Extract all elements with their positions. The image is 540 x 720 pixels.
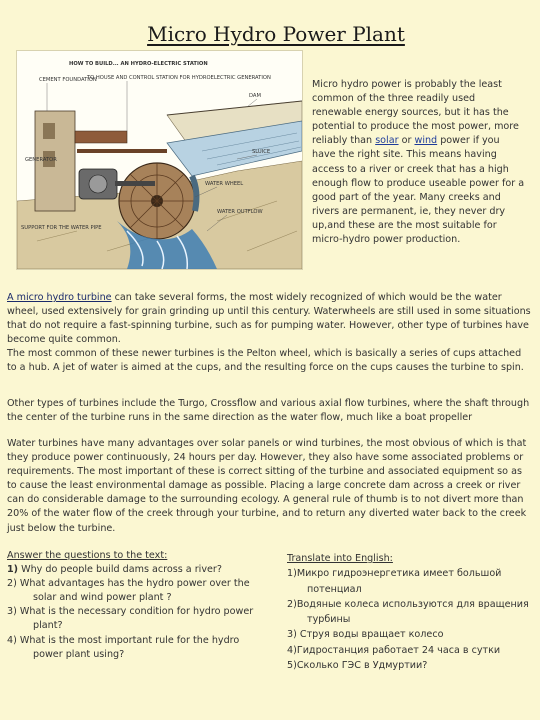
- question-text-cont: solar and wind power plant ?: [33, 592, 172, 604]
- label-dam: DAM: [249, 93, 261, 99]
- intro-text-or: or: [398, 135, 415, 147]
- translate-text: 2)Водяные колеса используются для вращения: [287, 598, 529, 610]
- question-number: 3): [7, 606, 17, 618]
- intro-paragraph: [312, 78, 526, 247]
- translate-header: Translate into English:: [287, 553, 393, 564]
- label-sluice: SLUICE: [252, 149, 271, 155]
- pelton-text: The most common of these newer turbines is the Pelton wheel, which is basically a series of cups attached to a hub. A jet of water is aimed at the cups, and the resulting force on the cups causes the turbine to spin.: [7, 348, 524, 374]
- translate-section: [287, 551, 532, 673]
- label-cement-foundation: CEMENT FOUNDATION: [39, 77, 97, 83]
- question-number: 2): [7, 578, 17, 590]
- solar-link[interactable]: solar: [375, 135, 399, 147]
- label-generator: GENERATOR: [25, 157, 57, 163]
- question-text-cont: plant?: [33, 620, 63, 632]
- label-outflow: WATER OUTFLOW: [217, 209, 263, 215]
- question-number: 4): [7, 634, 17, 646]
- other-turbines-paragraph: Other types of turbines include the Turgo, Crossflow and various axial flow turbines, where the shaft through the center of the turbine runs in the same direction as the water flow, much like a boat propeller: [7, 398, 530, 424]
- hydro-station-illustration: [16, 50, 303, 270]
- question-text: What advantages has the hydro power over the: [16, 578, 250, 590]
- translate-text-cont: турбины: [307, 614, 351, 626]
- question-item: [7, 634, 272, 662]
- question-item: [7, 563, 272, 577]
- advantages-paragraph: Water turbines have many advantages over solar panels or wind turbines, the most obvious of which is that they produce power continuously, 24 hours per day. However, they also have some associated problems or requirements. The most important of these is correct sitting of the turbine and associated equipment so as to cause the least environmental damage as possible. Placing a large concrete dam across a creek or river can do considerable damage to the surrounding ecology. A general rule of thumb is to not divert more than 20% of the water flow of the creek through your turbine, and to return any diverted water back to the creek just below the turbine.: [7, 438, 527, 534]
- label-piping: TO HOUSE AND CONTROL STATION FOR HYDROELECTRIC GENERATION: [87, 75, 271, 81]
- intro-text-2: power if you have the right site. This means having access to a river or creek that has a high enough flow to produce useable power for a good part of the year. Many creeks and rivers are permanent, ie, they never dry up,and these are the most suitable for micro-hydro power production.: [312, 135, 525, 246]
- turbine-paragraph: [7, 291, 531, 376]
- translate-item: [287, 566, 532, 597]
- question-text: What is the most important rule for the hydro: [16, 634, 240, 646]
- translate-text: 1)Микро гидроэнергетика имеет большой: [287, 568, 502, 580]
- translate-text: 5)Сколько ГЭС в Удмуртии?: [287, 660, 428, 672]
- translate-item: [287, 597, 532, 628]
- micro-hydro-turbine-link[interactable]: A micro hydro turbine: [7, 292, 112, 303]
- translate-text: 3) Струя воды вращает колесо: [287, 629, 444, 641]
- label-pipe-support: SUPPORT FOR THE WATER PIPE: [21, 225, 102, 231]
- question-item: [7, 577, 272, 605]
- translate-text: 4)Гидростанция работает 24 часа в сутки: [287, 644, 501, 656]
- question-number: 1): [7, 564, 19, 576]
- translate-text-cont: потенциал: [307, 583, 362, 595]
- intro-text-1: Micro hydro power is probably the least common of the three readily used renewable energy sources, but it has the potential to produce the most power, more reliably than: [312, 79, 519, 147]
- question-item: [7, 605, 272, 633]
- question-text-cont: power plant using?: [33, 648, 125, 660]
- translate-item: [287, 627, 532, 642]
- translate-item: [287, 643, 532, 658]
- question-text: Why do people build dams across a river?: [18, 564, 222, 576]
- questions-section: [7, 549, 272, 662]
- questions-header: Answer the questions to the text:: [7, 550, 168, 561]
- turbine-text-a: can take several forms, the most widely recognized of which would be the water wheel, used extensively for grain grinding up until this century. Waterwheels are still used in some situations that do not require a fast-spinning turbine, such as for pumping water. However, other type of turbines have become quite common.: [7, 292, 531, 346]
- page-title: Micro Hydro Power Plant: [147, 22, 405, 46]
- illustration-drawing: [17, 51, 302, 269]
- translate-item: [287, 658, 532, 673]
- question-text: What is the necessary condition for hydro power: [16, 606, 254, 618]
- illustration-header: HOW TO BUILD... AN HYDRO-ELECTRIC STATION: [69, 61, 208, 67]
- wind-link[interactable]: wind: [414, 135, 438, 147]
- label-water-wheel: WATER WHEEL: [205, 181, 244, 187]
